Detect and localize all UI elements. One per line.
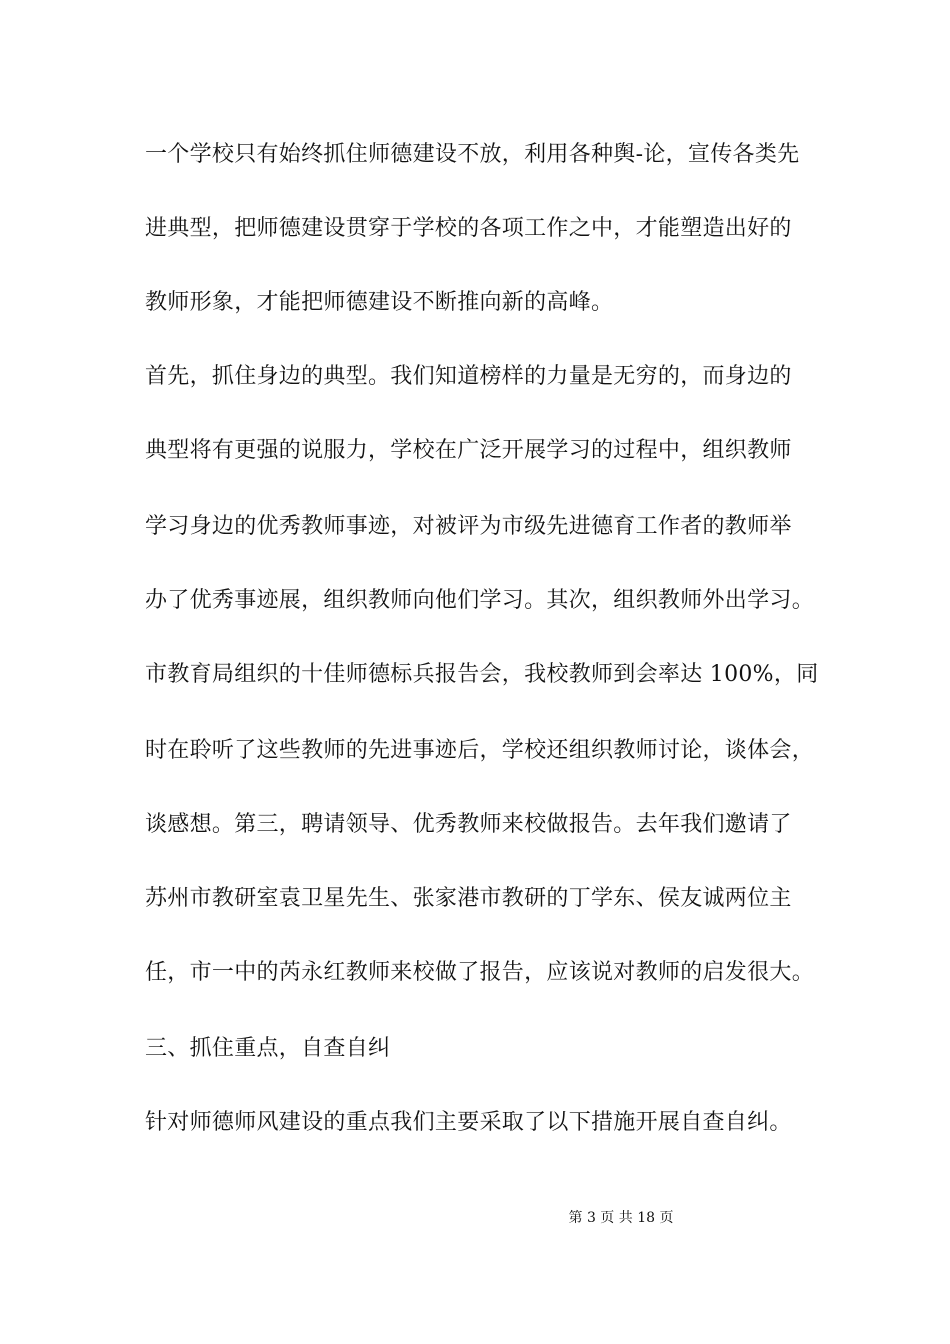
paragraph-line: 时在聆听了这些教师的先进事迹后，学校还组织教师讨论，谈体会， [145,738,815,763]
paragraph-line: 苏州市教研室袁卫星先生、张家港市教研的丁学东、侯友诚两位主 [145,886,792,911]
paragraph-line: 办了优秀事迹展，组织教师向他们学习。其次，组织教师外出学习。 [145,588,815,613]
paragraph-line: 任，市一中的芮永红教师来校做了报告，应该说对教师的启发很大。 [145,960,815,985]
paragraph-line: 进典型，把师德建设贯穿于学校的各项工作之中，才能塑造出好的 [145,216,792,241]
paragraph-line: 教师形象，才能把师德建设不断推向新的高峰。 [145,290,614,315]
paragraph-line: 针对师德师风建设的重点我们主要采取了以下措施开展自查自纠。 [145,1110,792,1135]
section-heading: 三、抓住重点，自查自纠 [145,1036,391,1061]
page-number: 第 3 页 共 18 页 [568,1210,674,1226]
paragraph-line: 市教育局组织的十佳师德标兵报告会，我校教师到会率达 100%，同 [145,662,819,687]
paragraph-line: 首先，抓住身边的典型。我们知道榜样的力量是无穷的，而身边的 [145,364,792,389]
paragraph-line: 谈感想。第三，聘请领导、优秀教师来校做报告。去年我们邀请了 [145,812,792,837]
paragraph-line: 典型将有更强的说服力，学校在广泛开展学习的过程中，组织教师 [145,438,792,463]
page-footer [0,1208,950,1228]
paragraph-line: 一个学校只有始终抓住师德建设不放，利用各种舆-论，宣传各类先 [145,142,800,167]
paragraph-line: 学习身边的优秀教师事迹，对被评为市级先进德育工作者的教师举 [145,514,792,539]
